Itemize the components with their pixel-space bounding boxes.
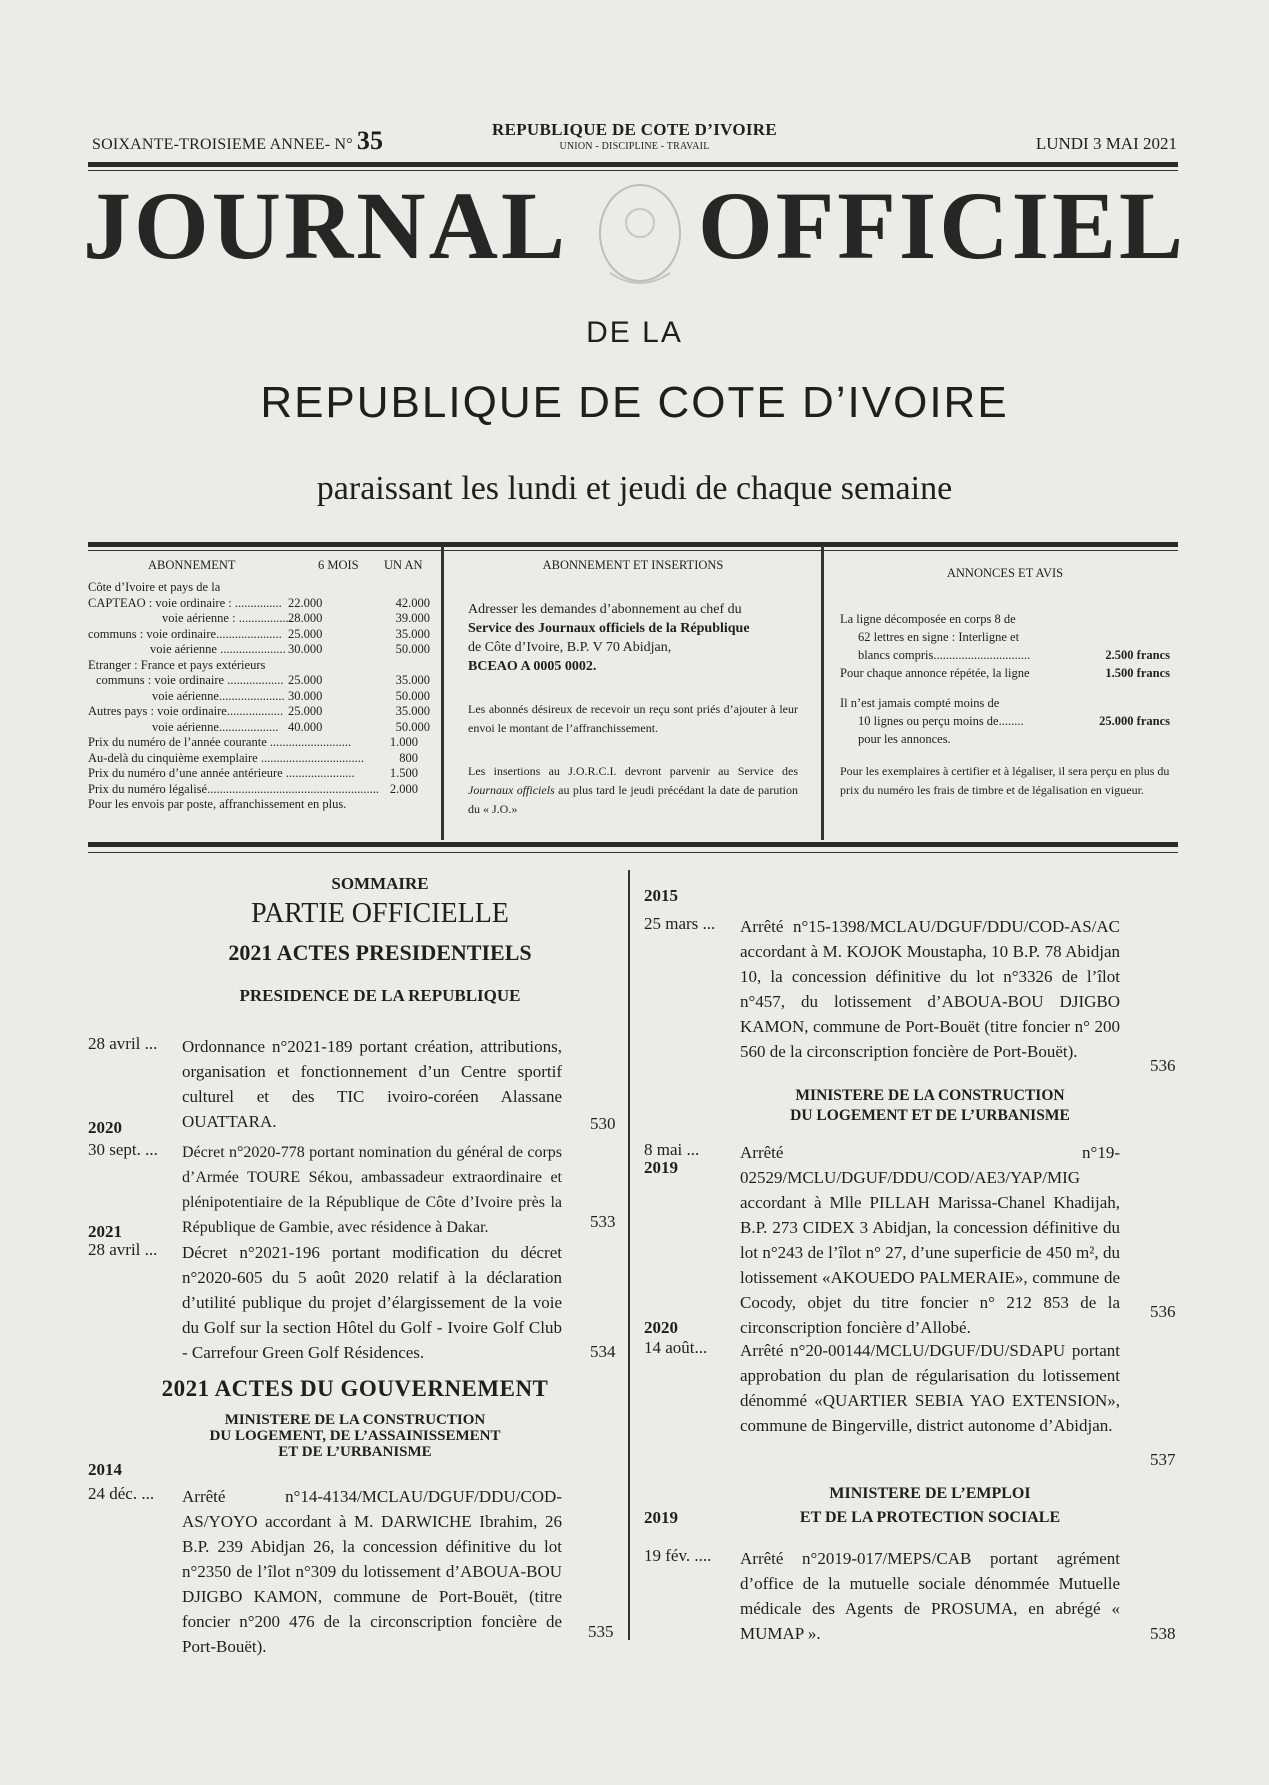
header-rule [88,162,1178,167]
actes-presidentiels: 2021 ACTES PRESIDENTIELS [228,940,532,965]
entry-year: 2020 [644,1318,678,1337]
masthead-word-officiel: OFFICIEL [697,172,1187,279]
header-rule-thin [88,170,1178,171]
entry-date: 14 août... [644,1338,708,1357]
annonces-minimum: Il n’est jamais compté moins de 10 lignes ou perçu moins de........ 25.000 francs pour les annonces. [840,695,1170,746]
year-label: SOIXANTE-TROISIEME ANNEE- N° [92,136,353,153]
box-bottom-rule [88,842,1178,847]
entry-date: 19 fév. .... [644,1546,712,1565]
box-bottom-rule-thin [88,852,1178,853]
entry-year: 2019 [644,1508,678,1527]
price-row: Prix du numéro légalisé....................................................... 2.000 [88,781,418,796]
annonces-column [832,546,1178,840]
tariff-row: voie aérienne..................... 30.000 50.000 [152,688,430,703]
tariff-row: voie aérienne ..................... 30.000 50.000 [150,642,430,656]
box-divider [441,546,444,840]
abonnement-header [88,546,434,572]
entry-date: 28 avril ... [88,1240,158,1259]
entry-text: Arrêté n°19-02529/MCLU/DGUF/DDU/COD/AE3/YAP/MIG accordant à Mlle PILLAH Marissa-Chanel Khadijah, B.P. 273 CIDEX 3 Abidjan, la concession définitive du lot n°243 de l’îlot n° 27, d’une superficie de 450 m², du lotissement «AKOUEDO PALMERAIE», commune de Cocody, objet du titre foncier n° 212 853 de la circonscription foncière d’Allobé. [740,1143,1120,1337]
masthead-word-journal: JOURNAL [82,172,568,279]
insertions-deadline: Les insertions au J.O.R.C.I. devront parvenir au Service des Journaux officiels au plus tard le jeudi précédant la date de parution du « J.O.» [468,763,798,816]
tariff-row: voie aérienne................... 40.000 50.000 [152,719,430,734]
entry-page: 530 [590,1114,616,1133]
column-divider [628,870,630,1640]
entry-date: 24 déc. ... [88,1484,155,1503]
col-un-an: UN AN [384,558,423,572]
entry-text: Ordonnance n°2021-189 portant création, attributions, organisation et fonctionnement d’un Centre sportif culturel et des TIC ivoiro-coréen Alassane OUATTARA. [182,1037,562,1131]
ministry-heading: MINISTERE DE LA CONSTRUCTION DU LOGEMENT ET DE L’URBANISME [790,1087,1070,1124]
annonces-title: ANNONCES ET AVIS [946,566,1064,580]
ministry-heading: MINISTERE DE L’EMPLOI ET DE LA PROTECTION SOCIALE [799,1485,1061,1526]
entry-page: 533 [590,1212,616,1231]
tariff-row: voie aérienne : ................. 28.000 39.000 [162,611,430,625]
coat-of-arms-icon [590,178,690,298]
price-row: Au-delà du cinquième exemplaire ................................. 800 [88,750,418,765]
entry-text: Arrêté n°15-1398/MCLAU/DGUF/DDU/COD-AS/AC accordant à M. KOJOK Moustapha, 10 B.P. 78 Abidjan 10, la concession définitive du lot n°3326 de l’îlot n°457, du lotissement d’ABOUA-BOU DJIGBO KAMON, commune de Port-Bouët (titre foncier n° 200 560 de la circonscription foncière de Port-Bouët). [740,917,1120,1061]
actes-gouvernement: 2021 ACTES DU GOUVERNEMENT [161,1376,549,1401]
price-row: Prix du numéro d’une année antérieure ...................... 1.500 [88,766,418,780]
tariff-row: Etranger : France et pays extérieurs [88,657,266,672]
abonnement-title: ABONNEMENT [148,558,236,572]
abonnement-column [88,546,434,840]
issue-num: 35 [356,126,384,155]
publication-frequency: paraissant les lundi et jeudi de chaque semaine [316,470,953,507]
entry-page: 538 [1150,1624,1176,1643]
partie-officielle: PARTIE OFFICIELLE [251,898,509,929]
entry-page: 537 [1150,1450,1176,1469]
tariff-row: communs : voie ordinaire..................... 25.000 35.000 [88,626,430,641]
entry-date: 25 mars ... [644,914,716,933]
entry-date: 8 mai ... [644,1140,700,1159]
insertions-address: Adresser les demandes d’abonnement au chef du Service des Journaux officiels de la République de Côte d’Ivoire, B.P. V 70 Abidjan, BCEAO A 0005 0002. [468,601,750,674]
entry-date: 28 avril ... [88,1034,158,1053]
republic-name: REPUBLIQUE DE COTE D’IVOIRE [492,120,777,139]
de-la: DE LA [586,316,683,349]
annonces-legalisation: Pour les exemplaires à certifier et à légaliser, il sera perçu en plus du prix du numéro les frais de timbre et de légalisation en vigueur. [840,763,1170,797]
insertions-column [450,546,816,840]
entry-text: Décret n°2020-778 portant nomination du général de corps d’Armée TOURE Sékou, ambassadeur extraordinaire et plénipotentiaire de la République de Côte d’Ivoire près la République de Gambie, avec résidence à Dakar. [182,1144,562,1236]
entry-page: 534 [590,1342,616,1361]
entry-page: 535 [588,1622,614,1641]
tariff-row: Autres pays : voie ordinaire.................. 25.000 35.000 [88,704,430,718]
issue-date: LUNDI 3 MAI 2021 [1035,134,1177,153]
col-6mois: 6 MOIS [318,558,359,572]
tariff-row: communs : voie ordinaire .................. 25.000 35.000 [96,673,430,687]
entry-text: Arrêté n°2019-017/MEPS/CAB portant agrément d’office de la mutuelle sociale dénommée Mutuelle médicale des Agents de PROSUMA, en abrégé « MUMAP ». [740,1549,1120,1643]
price-row: Prix du numéro de l’année courante .......................... 1.000 [88,735,418,749]
subscription-box [86,546,1178,840]
entry-year: 2019 [644,1158,678,1177]
insertions-title: ABONNEMENT ET INSERTIONS [542,558,724,572]
entry-date: 30 sept. ... [88,1140,158,1159]
entry-page: 536 [1150,1056,1176,1075]
entry-year: 2020 [88,1118,122,1137]
entry-text: Arrêté n°20-00144/MCLU/DGUF/DU/SDAPU portant approbation du plan de régularisation du lotissement dénommé «QUARTIER SEBIA YAO EXTENSION», commune de Bingerville, district autonome d’Abidjan. [740,1341,1120,1435]
annonces-lines: La ligne décomposée en corps 8 de 62 lettres en signe : Interligne et blancs compris............................... 2.500 francs Pour chaque annonce répétée, la ligne 1.500 francs [840,611,1170,680]
tariff-row: Côte d’Ivoire et pays de la [88,580,221,594]
tariff-row: CAPTEAO : voie ordinaire : ............... 22.000 42.000 [88,595,430,610]
ministry-heading: MINISTERE DE LA CONSTRUCTION DU LOGEMENT, DE L’ASSAINISSEMENT ET DE L’URBANISME [209,1412,501,1460]
entry-year: 2021 [88,1222,122,1241]
presidence-heading: PRESIDENCE DE LA REPUBLIQUE [239,986,521,1005]
entry-year: 2014 [88,1460,122,1479]
box-divider [821,546,824,840]
national-motto: UNION - DISCIPLINE - TRAVAIL [559,141,710,152]
sommaire-title: SOMMAIRE [331,874,429,893]
entry-year: 2015 [644,886,678,905]
insertions-receipt: Les abonnés désireux de recevoir un reçu sont priés d’ajouter à leur envoi le montant de l’affranchissement. [468,701,798,735]
entry-text: Décret n°2021-196 portant modification du décret n°2020-605 du 5 août 2020 relatif à la déclaration d’utilité publique du projet d’élargissement de la voie du Golf sur la section Hôtel du Golf - Ivoire Golf Club - Carrefour Green Golf Résidences. [182,1243,562,1362]
entry-page: 536 [1150,1302,1176,1321]
republique-title: REPUBLIQUE DE COTE D’IVOIRE [260,378,1009,427]
entry-text: Arrêté n°14-4134/MCLAU/DGUF/DDU/COD-AS/YOYO accordant à M. DARWICHE Ibrahim, 26 B.P. 239 Abidjan 26, la concession définitive du lot n°2350 de l’îlot n°309 du lotissement d’ABOUA-BOU DJIGBO KAMON, commune de Port-Bouët, (titre foncier n°200 476 de la circonscription foncière de Port-Bouët). [182,1487,562,1656]
price-row: Pour les envois par poste, affranchissement en plus. [88,797,347,811]
